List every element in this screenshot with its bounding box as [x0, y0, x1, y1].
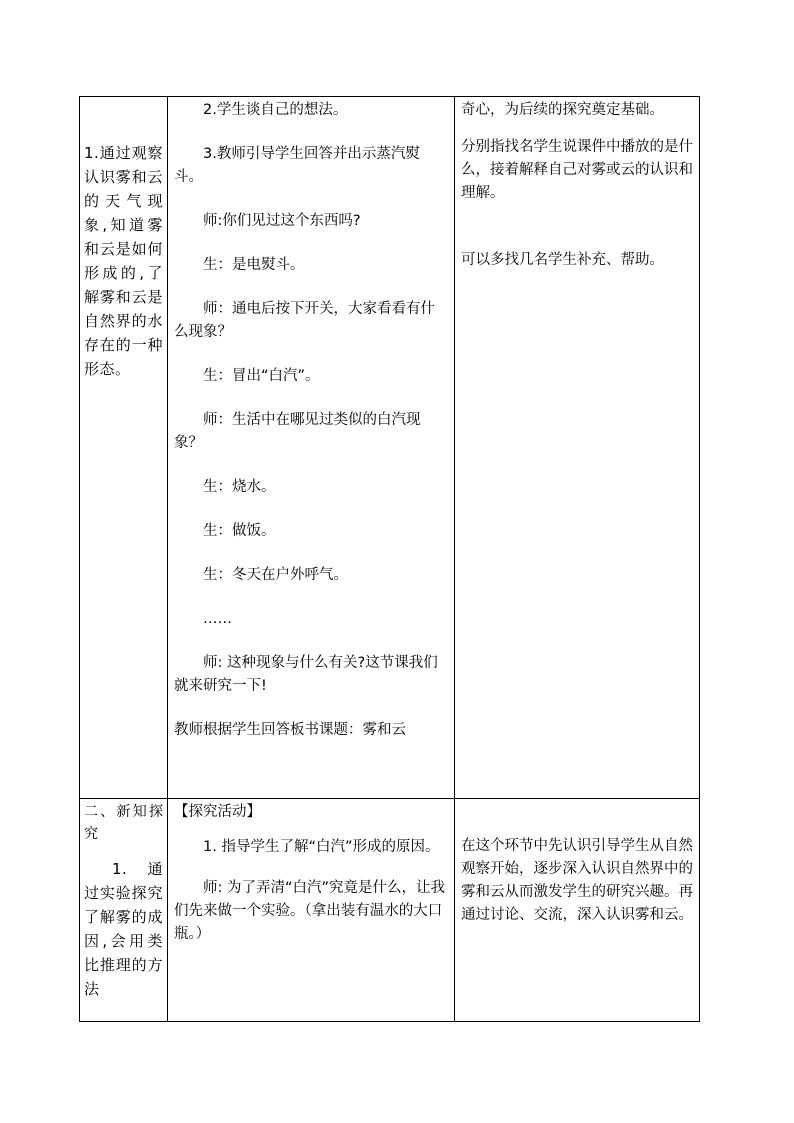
note-text: 可以多找几名学生补充、帮助。 — [461, 252, 664, 268]
process-line: 师:你们见过这个东西吗? — [203, 213, 361, 229]
process-line: 1. 指导学生了解“白汽”形成的原因。 — [203, 839, 440, 855]
process-line: 教师根据学生回答板书课题：雾和云 — [174, 722, 406, 738]
process-line: 生：烧水。 — [203, 479, 276, 495]
table-row — [80, 97, 700, 799]
process-line: 生：做饭。 — [203, 523, 276, 539]
note-text: 在这个环节中先认识引导学生从自然观察开始，逐步深入认识自然界中的雾和云从而激发学生的研究兴趣。再通过讨论、交流，深入认识雾和云。 — [461, 838, 693, 923]
process-line: 生：冒出“白汽”。 — [203, 368, 320, 384]
process-line: 生：冬天在户外呼气。 — [203, 567, 348, 583]
process-cell — [168, 799, 455, 1022]
goal-cell — [80, 97, 168, 799]
process-line: 2.学生谈自己的想法。 — [203, 102, 348, 118]
note-text: 奇心，为后续的探究奠定基础。 — [461, 102, 664, 118]
process-cell — [168, 97, 455, 799]
lesson-plan-table — [79, 96, 700, 1022]
notes-cell — [455, 799, 700, 1022]
process-line: 生：是电熨斗。 — [203, 257, 305, 273]
process-line: 3.教师引导学生回答并出示蒸汽熨斗。 — [174, 146, 420, 185]
process-line: …… — [203, 611, 232, 627]
goal-text: 1. 通过实验探究了解雾的成因,会用类比推理的方法 — [84, 860, 163, 998]
note-text: 分别指找名学生说课件中播放的是什么，接着解释自己对雾或云的认识和理解。 — [461, 139, 693, 201]
section-heading: 二、新知探究 — [84, 804, 163, 842]
process-line: 师：通电后按下开关，大家看看有什么现象？ — [174, 301, 435, 340]
goal-cell — [80, 799, 168, 1022]
activity-heading: 【探究活动】 — [174, 804, 261, 820]
goal-text: 1.通过观察认识雾和云的天气现象,知道雾和云是如何形成的,了解雾和云是自然界的水存在的一种形态。 — [84, 144, 163, 378]
process-line: 师：生活中在哪见过类似的白汽现象？ — [174, 412, 421, 451]
process-line: 师: 为了弄清“白汽”究竟是什么，让我们先来做一个实验。（拿出装有温水的大口瓶。） — [174, 880, 446, 942]
process-line: 师: 这种现象与什么有关?这节课我们就来研究一下! — [174, 655, 438, 694]
notes-cell — [455, 97, 700, 799]
table-row — [80, 799, 700, 1022]
